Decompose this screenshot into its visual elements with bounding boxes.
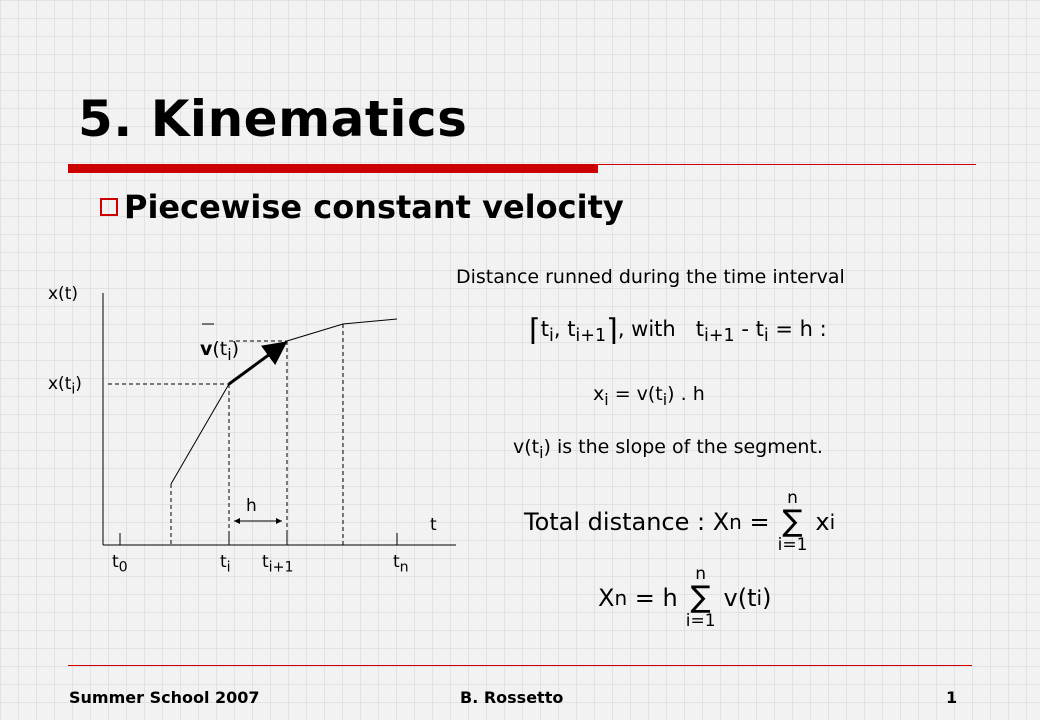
sum-symbol-2: n ∑ i=1 xyxy=(685,564,716,631)
y-tick-label: $x(t_i)$ xyxy=(48,374,82,398)
tick-label-ti1: $t_{i+1}$ xyxy=(262,552,294,576)
footer-page-number: 1 xyxy=(946,688,958,707)
interval-description: Distance runned during the time interval xyxy=(456,266,845,288)
velocity-label: $v(t_i)$ xyxy=(200,338,240,364)
sum-symbol: n ∑ i=1 xyxy=(777,488,808,555)
step-label: h xyxy=(246,496,257,516)
x-axis-label: t xyxy=(430,515,437,535)
tick-label-ti: $t_i$ xyxy=(220,552,231,576)
total-velocity-formula: X n = h n ∑ i=1 v(t i ) xyxy=(598,564,772,631)
y-axis-label: x(t) xyxy=(48,284,78,304)
tick-label-t0: $t_0$ xyxy=(112,552,128,576)
footer-rule xyxy=(68,665,972,666)
slope-statement: $v(t_i)$ is the slope of the segment. xyxy=(513,436,823,462)
slide-title: 5. Kinematics xyxy=(78,90,468,148)
interval-formula: $⌈t_i$, $t_{i+1}⌉$, with $t_{i+1} - t_i = h$ : xyxy=(529,313,827,348)
total-distance-formula: Total distance : X n = n ∑ i=1 x i xyxy=(524,488,836,555)
tick-label-tn: $t_n$ xyxy=(393,552,409,576)
footer-author: B. Rossetto xyxy=(460,688,564,707)
footer-event: Summer School 2007 xyxy=(69,688,260,707)
distance-step-formula: $x_i = v(t_i)$ . h xyxy=(593,383,705,409)
slide-subtitle: Piecewise constant velocity xyxy=(124,188,624,226)
